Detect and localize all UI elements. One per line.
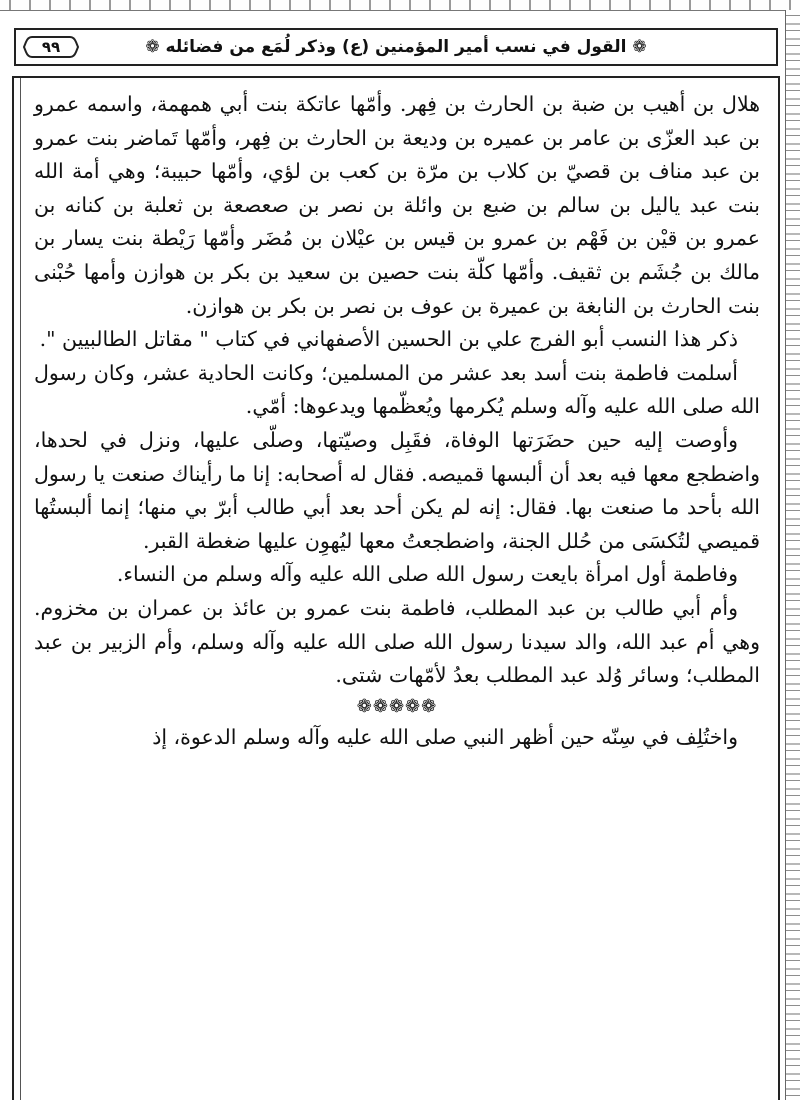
page-header (14, 28, 778, 66)
scan-edge-top (0, 0, 800, 11)
body-text (34, 88, 760, 754)
running-header-title: ❁ القول في نسب أمير المؤمنين (ع) وذكر لُمَع من فضائله ❁ (145, 37, 647, 57)
paragraph: وفاطمة أول امرأة بايعت رسول الله صلى الله عليه وآله وسلم من النساء. (116, 562, 738, 587)
paragraph: ذكر هذا النسب أبو الفرج علي بن الحسين الأصفهاني في كتاب " مقاتل الطالبيين ". (39, 327, 738, 352)
text-frame (12, 76, 780, 1100)
paragraph: هلال بن أهيب بن ضبة بن الحارث بن فِهر. وأمّها عاتكة بنت أبي همهمة، واسمه عمرو بن عبد العزّى بن عامر بن عميره بن وديعة بن الحارث بن فِهر، وأمّها تَماضر بنت عمرو بن عبد مناف بن قصيّ بن كلاب بن مرّة بن كعب بن لؤي، وأمّها حبيبة؛ وهي أمة الله بنت عبد ياليل بن سالم بن ضبع بن وائلة بن نصر بن صعصعة بن ثعلبة بن كنانه بن عمرو بن قيْن بن فَهْم بن عمرو بن قيس بن عيْلان بن مُضَر وأمّها رَيْطة بنت يسار بن مالك بن جُشَم بن ثقيف. وأمّها كلّة بنت حصين بن سعيد بن بكر بن هوازن وأمها حُبْنى بنت الحارث بن النابغة بن عميرة بن عوف بن نصر بن بكر بن هوازن. (34, 92, 760, 318)
paragraph: واختُلِف في سِنّه حين أظهر النبي صلى الله عليه وآله وسلم الدعوة، إذ (152, 724, 738, 749)
page-number: ٩٩ (41, 38, 61, 56)
section-divider-ornament: ❁❁❁❁❁ (356, 695, 438, 717)
paragraph: وأم أبي طالب بن عبد المطلب، فاطمة بنت عمرو بن عائذ بن عمران بن مخزوم. وهي أم عبد الله، والد سيدنا رسول الله صلى الله عليه وآله وسلم، وأم الزبير بن عبد المطلب؛ وسائر وُلد عبد المطلب بعدُ لأمّهات شتى. (34, 595, 760, 688)
scan-edge-right (785, 10, 800, 1100)
page-number-badge (22, 34, 80, 60)
paragraph: أسلمت فاطمة بنت أسد بعد عشر من المسلمين؛ وكانت الحادية عشر، وكان رسول الله صلى الله عليه وآله وسلم يُكرمها ويُعظّمها ويدعوها: أمّي. (34, 360, 760, 419)
paragraph: وأوصت إليه حين حضَرَتها الوفاة، فقَبِل وصيّتها، وصلّى عليها، ونزل في لحدها، واضطجع معها فيه بعد أن ألبسها قميصه. فقال له أصحابه: إنا ما رأيناك صنعت يا رسول الله بأحد ما صنعت بها. فقال: إنه لم يكن أحد بعد أبي طالب أبرّ بي منها؛ إنما ألبستُها قميصي لتُكسَى من حُلل الجنة، واضطجعتُ معها ليُهوِن عليها ضغطة القبر. (34, 427, 760, 553)
